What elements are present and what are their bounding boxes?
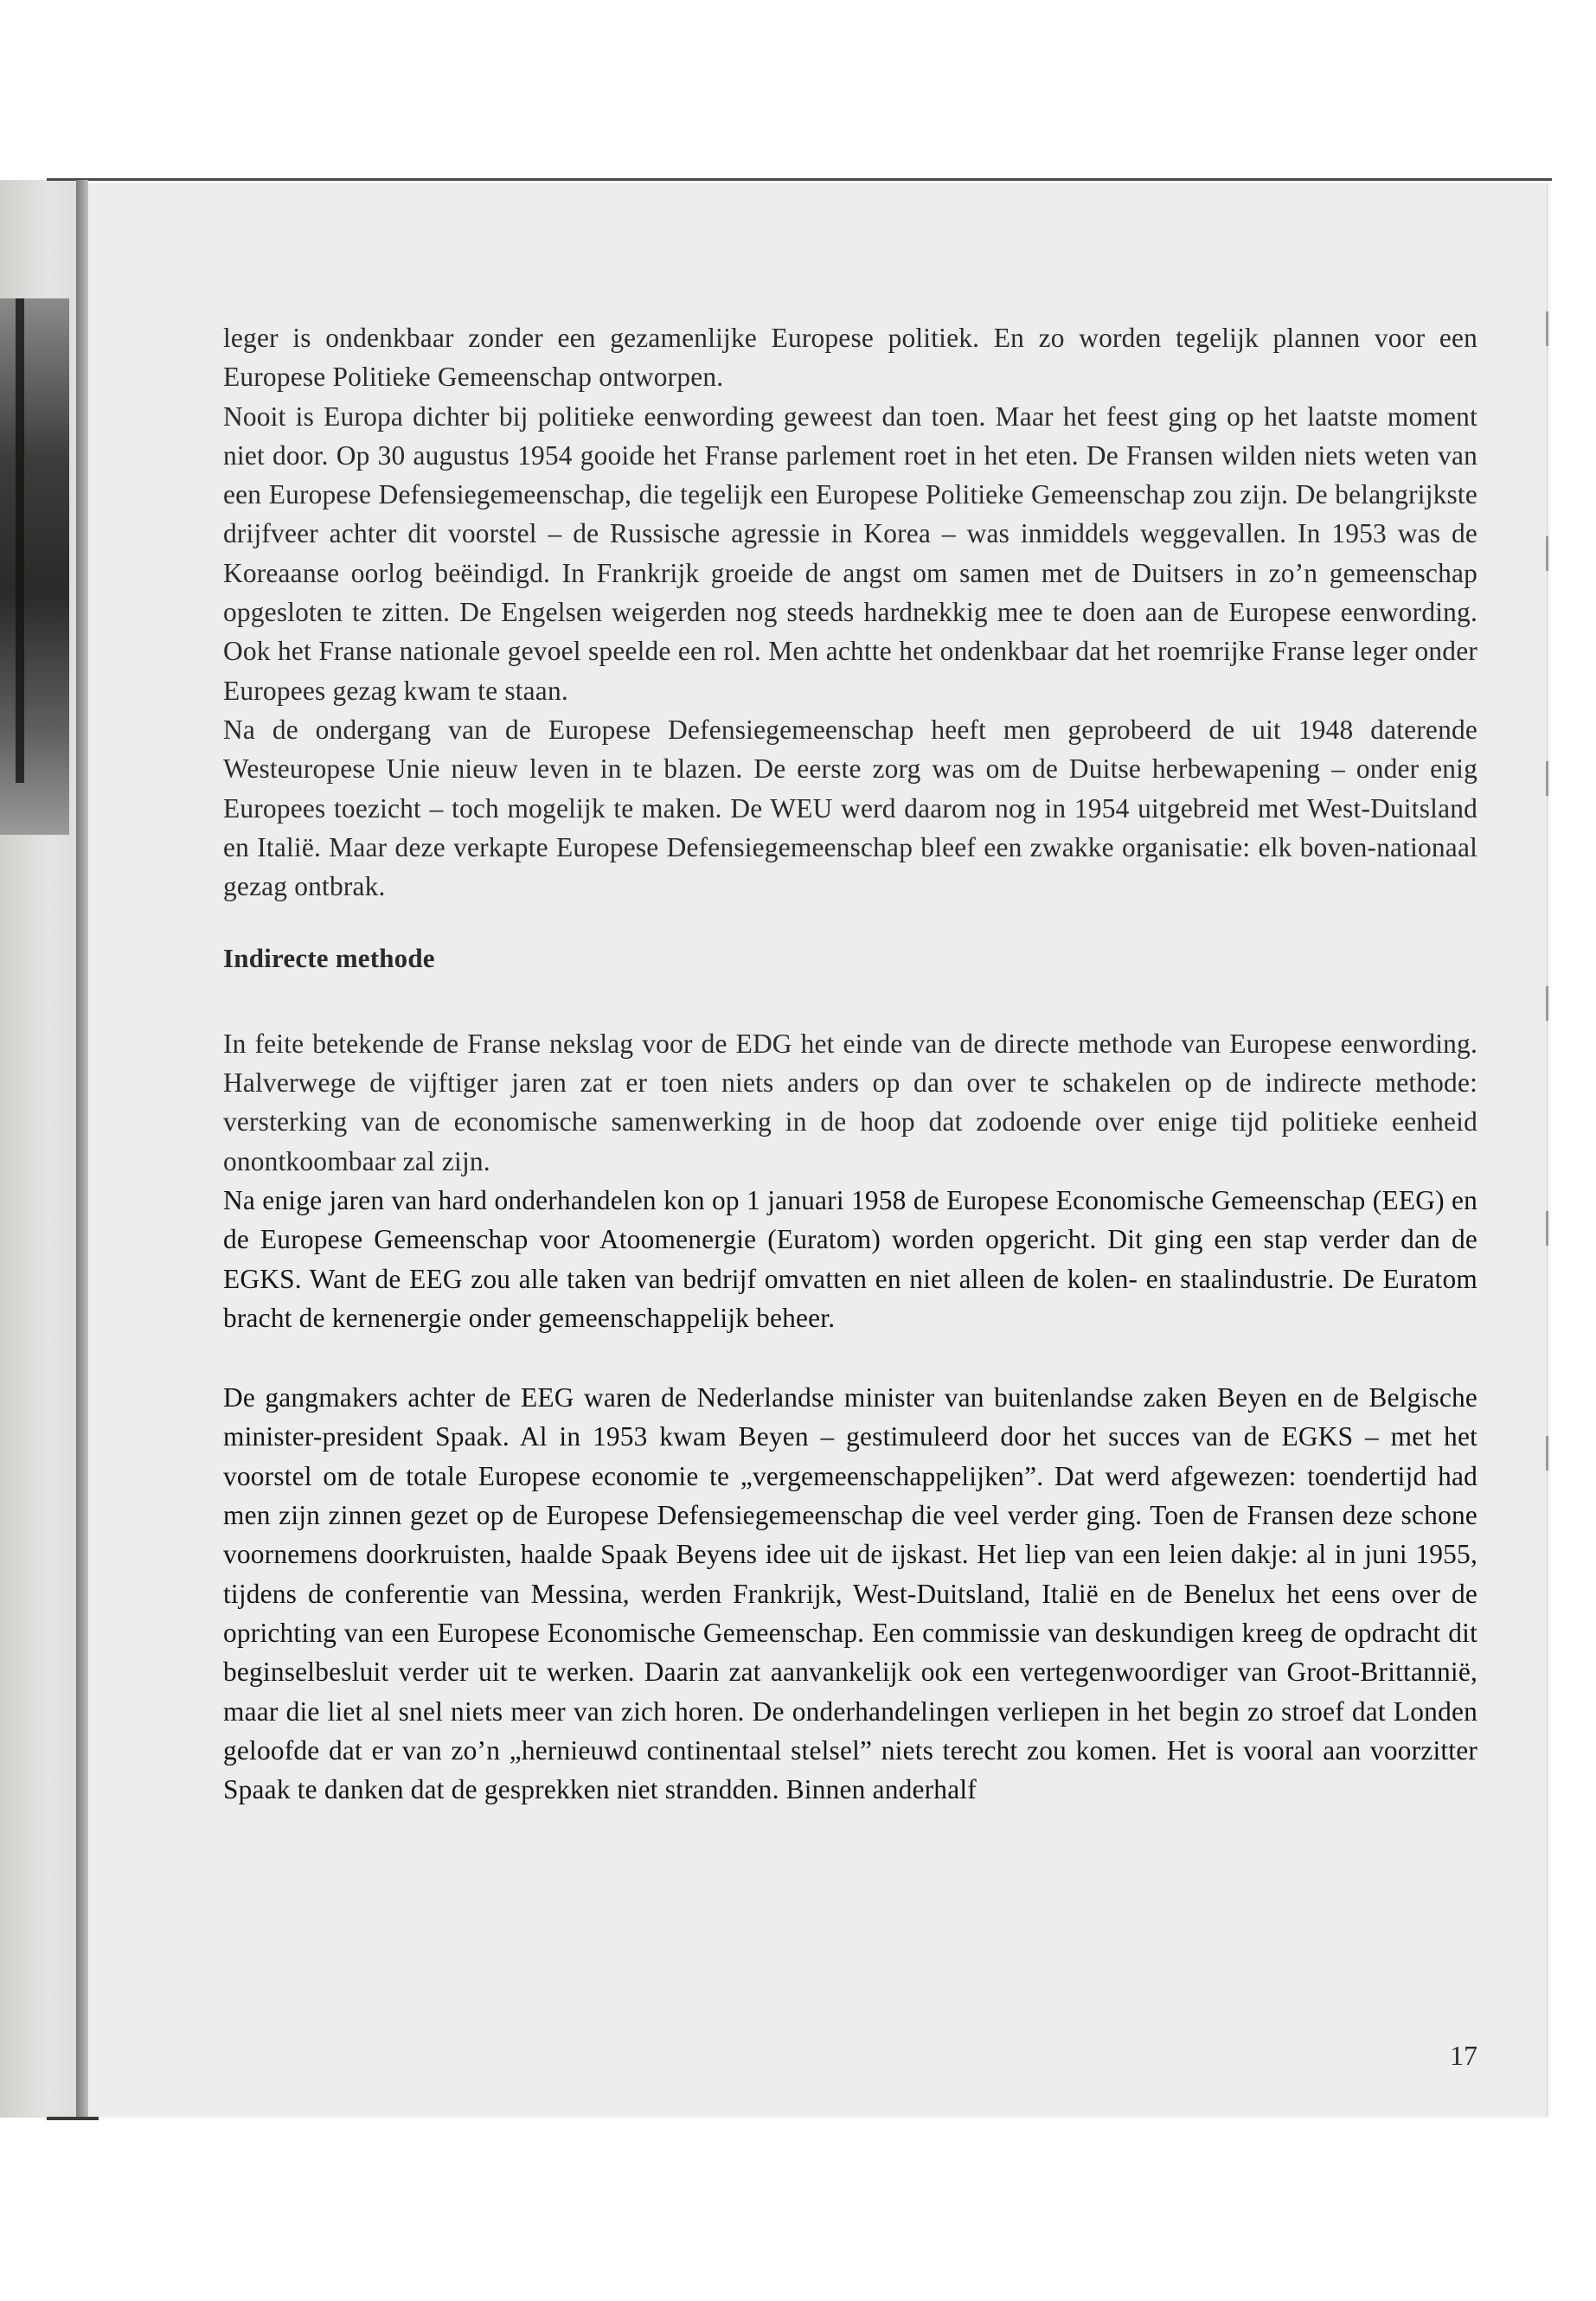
left-page-photo-dark-strip	[16, 298, 24, 783]
paragraph-intro-3: Na de ondergang van de Europese Defensiegemeenschap heeft men geprobeerd de uit 1948 daterende Westeuropese Unie nieuw leven in te blazen. De eerste zorg was om de Duitse herbewapening – onder enig Europees toezicht – toch mogelijk te maken. De WEU werd daarom nog in 1954 uitgebreid met West-Duitsland en Italië. Maar deze verkapte Europese Defensiegemeenschap bleef een zwakke organisatie: elk boven-nationaal gezag ontbrak.	[223, 714, 1477, 902]
paragraph-final: De gangmakers achter de EEG waren de Nederlandse minister van buitenlandse zaken Beyen en de Belgische minister-president Spaak. Al in 1953 kwam Beyen – gestimuleerd door het succes van de EGKS – met het voorstel om de totale Europese economie te „vergemeenschappelijken”. Dat werd afgewezen: toendertijd had men zijn zinnen gezet op de Europese Defensiegemeenschap die veel verder ging. Toen de Fransen deze schone voornemens doorkruisten, haalde Spaak Beyens idee uit de ijskast. Het liep van een leien dakje: al in juni 1955, tijdens de conferentie van Messina, werden Frankrijk, West-Duitsland, Italië en de Benelux het eens over de oprichting van een Europese Economische Gemeenschap. Een commissie van deskundigen kreeg de opdracht dit beginselbesluit verder uit te werken. Daarin zat aanvankelijk ook een vertegenwoordiger van Groot-Brittannië, maar die liet al snel niets meer van zich horen. De onderhandelingen verliepen in het begin zo stroef dat Londen geloofde dat er van zo’n „hernieuwd continentaal stelsel” niets terecht zou komen. Het is vooral aan voorzitter Spaak te danken dat de gesprekken niet strandden. Binnen anderhalf	[223, 1382, 1477, 1805]
paragraph-section-2: Na enige jaren van hard onderhandelen kon op 1 januari 1958 de Europese Economische Gemeenschap (EEG) en de Europese Gemeenschap voor Atoomenergie (Euratom) worden opgericht. Dit ging een stap verder dan de EGKS. Want de EEG zou alle taken van bedrijf omvatten en niet alleen de kolen- en staalindustrie. De Euratom bracht de kernenergie onder gemeenschappelijk beheer.	[223, 1184, 1477, 1333]
paragraph-gap	[223, 1337, 1477, 1378]
right-page-edge-marks	[1546, 311, 1548, 1609]
body-text	[223, 318, 1477, 1809]
left-page-photo-fragment	[0, 298, 69, 835]
page-bottom-edge-mark	[47, 2117, 99, 2120]
section-heading: Indirecte methode	[223, 943, 435, 974]
paragraph-intro-1: leger is ondenkbaar zonder een gezamenlijke Europese politiek. En zo worden tegelijk plannen voor een Europese Politieke Gemeenschap ontworpen.	[223, 323, 1477, 393]
page-top-edge	[47, 178, 1552, 181]
page-number: 17	[1450, 2040, 1477, 2071]
paragraph-intro-2: Nooit is Europa dichter bij politieke eenwording geweest dan toen. Maar het feest ging op het laatste moment niet door. Op 30 augustus 1954 gooide het Franse parlement roet in het eten. De Fransen wilden niets weten van een Europese Defensiegemeenschap, die tegelijk een Europese Politieke Gemeenschap zou zijn. De belangrijkste drijfveer achter dit voorstel – de Russische agressie in Korea – was inmiddels weggevallen. In 1953 was de Koreaanse oorlog beëindigd. In Frankrijk groeide de angst om samen met de Duitsers in zo’n gemeenschap opgesloten te zitten. De Engelsen weigerden nog steeds hardnekkig mee te doen aan de Europese eenwording. Ook het Franse nationale gevoel speelde een rol. Men achtte het ondenkbaar dat het roemrijke Franse leger onder Europees gezag kwam te staan.	[223, 401, 1477, 706]
paragraph-section-1: In feite betekende de Franse nekslag voor de EDG het einde van de directe methode van Europese eenwording. Halverwege de vijftiger jaren zat er toen niets anders op dan over te schakelen op de indirecte methode: versterking van de economische samenwerking in de hoop dat zodoende over enige tijd politieke eenheid onontkoombaar zal zijn.	[223, 1028, 1477, 1176]
spine-shadow	[76, 180, 88, 2118]
